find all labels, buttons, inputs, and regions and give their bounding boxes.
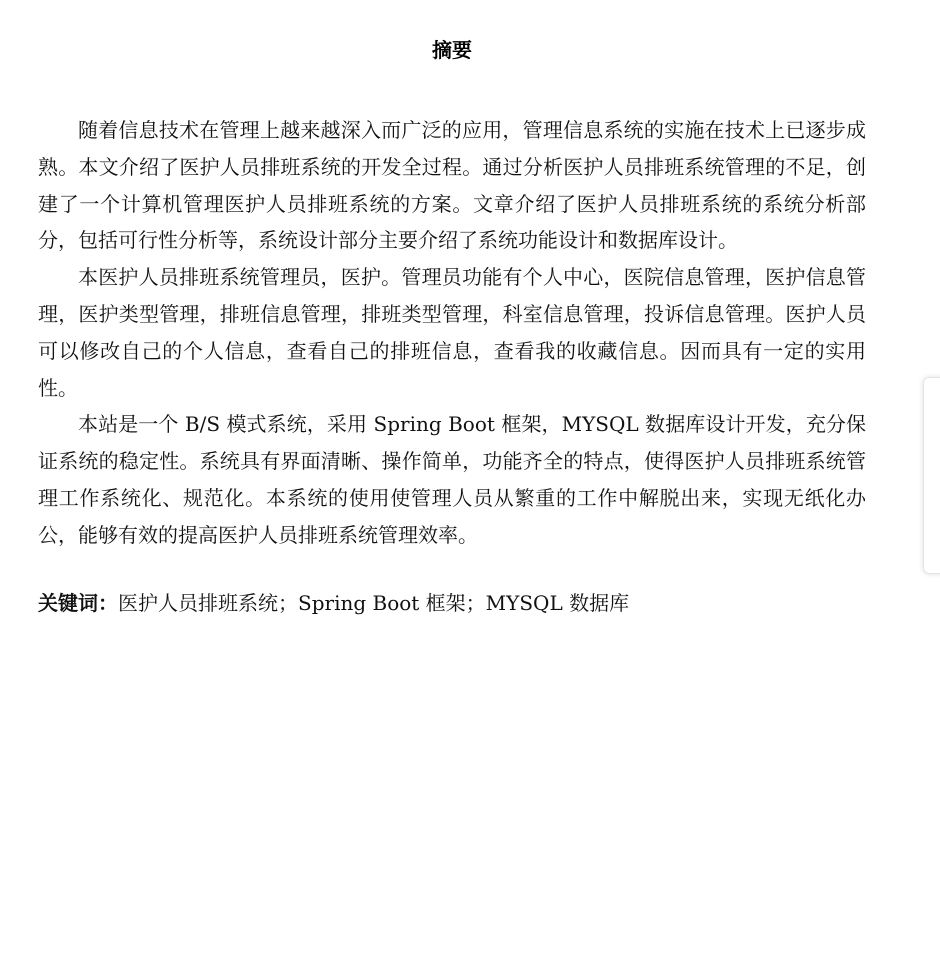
side-floating-panel[interactable] xyxy=(923,377,940,574)
abstract-paragraph-1: 随着信息技术在管理上越来越深入而广泛的应用，管理信息系统的实施在技术上已逐步成熟。本文介绍了医护人员排班系统的开发全过程。通过分析医护人员排班系统管理的不足，创建了一个计算机管理医护人员排班系统的方案。文章介绍了医护人员排班系统的系统分析部分，包括可行性分析等，系统设计部分主要介绍了系统功能设计和数据库设计。 xyxy=(38,118,866,253)
abstract-body xyxy=(38,112,866,554)
abstract-title: 摘要 xyxy=(432,38,472,62)
document-page xyxy=(38,30,866,621)
abstract-paragraph-2: 本医护人员排班系统管理员，医护。管理员功能有个人中心，医院信息管理，医护信息管理，医护类型管理，排班信息管理，排班类型管理，科室信息管理，投诉信息管理。医护人员可以修改自己的个人信息，查看自己的排班信息，查看我的收藏信息。因而具有一定的实用性。 xyxy=(38,265,866,400)
abstract-paragraph-3: 本站是一个 B/S 模式系统，采用 Spring Boot 框架，MYSQL 数据库设计开发，充分保证系统的稳定性。系统具有界面清晰、操作简单，功能齐全的特点，使得医护人员排班系统管理工作系统化、规范化。本系统的使用使管理人员从繁重的工作中解脱出来，实现无纸化办公，能够有效的提高医护人员排班系统管理效率。 xyxy=(38,412,866,547)
keywords-label: 关键词： xyxy=(38,590,118,615)
keywords-line xyxy=(38,585,866,621)
keywords-text: 医护人员排班系统；Spring Boot 框架；MYSQL 数据库 xyxy=(118,590,630,615)
